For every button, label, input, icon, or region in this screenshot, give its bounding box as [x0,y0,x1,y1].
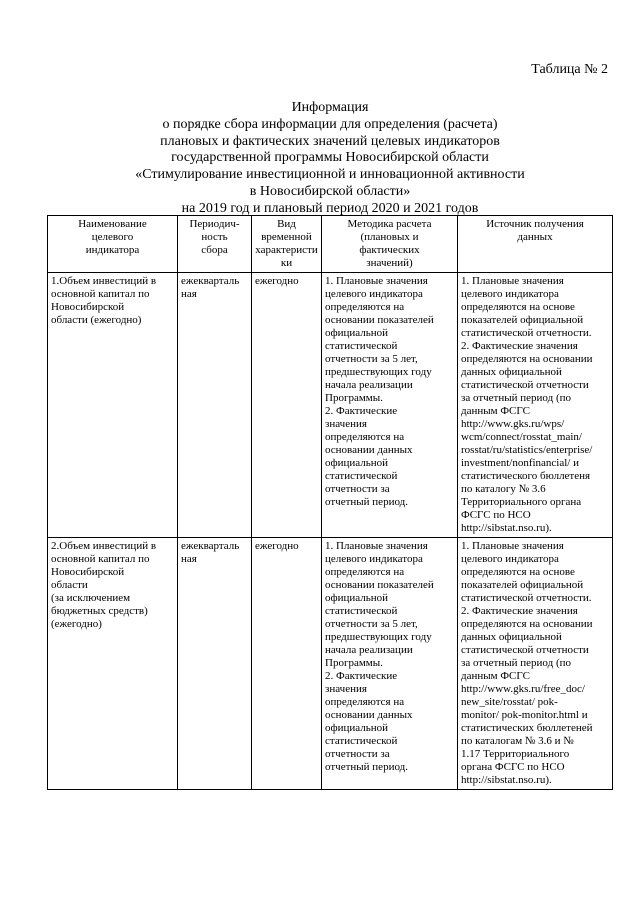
document-heading [60,100,600,218]
cell-method-line: определяются на [325,566,405,578]
header-periodicity-line: сбора [201,244,228,256]
cell-periodicity [178,538,252,790]
cell-source-line: целевого индикатора [461,553,559,565]
cell-time-type-line: ежегодно [255,540,299,552]
cell-method-line: официальной [325,592,389,604]
header-indicator-name-line: индикатора [85,244,140,256]
cell-source-line: целевого индикатора [461,288,559,300]
cell-time-type-line: ежегодно [255,275,299,287]
cell-periodicity-line: ежекварталь [181,540,240,552]
table-row [48,273,613,538]
header-time-type-line: временной [261,231,312,243]
heading-line: «Стимулирование инвестиционной и инновационной активности [135,167,525,183]
header-source-line: данных [517,231,553,243]
cell-source-line: статистической отчетности [461,379,589,391]
cell-source-line: данных официальной [461,366,562,378]
cell-source-line: http://www.gks.ru/wps/ [461,418,565,430]
header-source [458,216,613,273]
cell-method-line: статистической [325,340,398,352]
heading-line: о порядке сбора информации для определения (расчета) [162,116,498,132]
cell-source-line: http://www.gks.ru/free_doc/ [461,683,585,695]
cell-source-line: wcm/connect/rosstat_main/ [461,431,582,443]
heading-line: в Новосибирской области» [249,183,411,199]
header-method-line: Методика расчета [347,218,432,230]
cell-source-line: monitor/ pok-monitor.html и [461,709,588,721]
cell-source-line: rosstat/ru/statistics/enterprise/ [461,444,593,456]
cell-method-line: значения [325,683,367,695]
cell-periodicity-line: ная [181,553,197,565]
cell-method-line: отчетности за [325,483,390,495]
cell-method-line: 2. Фактические [325,670,398,682]
cell-method-line: отчетности за [325,748,390,760]
cell-source [458,273,613,538]
cell-method-line: статистической [325,470,398,482]
cell-source-line: 2. Фактические значения [461,605,578,617]
cell-method-line: отчетный период. [325,761,408,773]
cell-method-line: определяются на [325,696,405,708]
cell-source-line: определяются на основании [461,353,593,365]
cell-method-line: начала реализации [325,379,413,391]
cell-indicator-name-line: Новосибирской [51,566,125,578]
cell-method-line: предшествующих году [325,631,432,643]
cell-source-line: new_site/rosstat/ pok- [461,696,558,708]
cell-method-line: начала реализации [325,644,413,656]
header-time-type-line: ки [280,257,293,269]
cell-method-line: отчетный период. [325,496,408,508]
cell-source-line: 2. Фактические значения [461,340,578,352]
cell-method-line: основании показателей [325,314,434,326]
cell-periodicity-line: ная [181,288,197,300]
cell-method-line: основании данных [325,709,413,721]
cell-method-line: 2. Фактические [325,405,398,417]
cell-periodicity-line: ежекварталь [181,275,240,287]
cell-source-line: статистических бюллетеней [461,722,593,734]
cell-source [458,538,613,790]
cell-source-line: за отчетный период (по [461,657,572,669]
cell-method-line: 1. Плановые значения [325,275,428,287]
cell-periodicity [178,273,252,538]
cell-source-line: http://sibstat.nso.ru). [461,522,552,534]
header-indicator-name-line: Наименование [78,218,147,230]
cell-source-line: Территориального органа [461,496,582,508]
table-header-row [48,216,613,273]
cell-source-line: http://sibstat.nso.ru). [461,774,552,786]
cell-source-line: статистической отчетности. [461,327,592,339]
cell-indicator-name-line: 1.Объем инвестиций в [51,275,157,287]
cell-indicator-name-line: основной капитал по [51,553,150,565]
cell-method-line: официальной [325,722,389,734]
header-source-line: Источник получения [486,218,584,230]
cell-time-type [252,538,322,790]
cell-source-line: investment/nonfinancial/ и [461,457,579,469]
cell-method-line: определяются на [325,301,405,313]
cell-indicator-name-line: области [51,579,88,591]
header-time-type-line: характеристи [255,244,318,256]
cell-method-line: статистической [325,735,398,747]
header-periodicity-line: Периодич- [189,218,240,230]
table-row [48,538,613,790]
cell-indicator-name-line: (за исключением [51,592,131,604]
header-method-line: (плановых и [360,231,419,243]
cell-indicator-name [48,538,178,790]
header-indicator-name-line: целевого [91,231,134,243]
table-number: Таблица № 2 [531,62,608,77]
cell-indicator-name-line: Новосибирской [51,301,125,313]
cell-source-line: показателей официальной [461,579,584,591]
heading-line: Информация [291,100,369,115]
cell-indicator-name [48,273,178,538]
cell-source-line: данным ФСГС [461,670,530,682]
cell-method-line: Программы. [325,392,383,404]
header-periodicity [178,216,252,273]
header-periodicity-line: ность [201,231,228,243]
cell-method-line: основании показателей [325,579,434,591]
cell-method-line: основании данных [325,444,413,456]
cell-method-line: Программы. [325,657,383,669]
cell-source-line: определяются на основании [461,618,593,630]
cell-time-type [252,273,322,538]
cell-indicator-name-line: (ежегодно) [51,618,102,630]
cell-method-line: официальной [325,457,389,469]
header-method-line: фактических [359,244,420,256]
heading-line: на 2019 год и плановый период 2020 и 2021 годов [181,200,479,216]
cell-source-line: статистической отчетности [461,644,589,656]
cell-method [322,538,458,790]
cell-source-line: 1. Плановые значения [461,275,564,287]
cell-method-line: официальной [325,327,389,339]
cell-source-line: показателей официальной [461,314,584,326]
cell-method-line: отчетности за 5 лет, [325,353,418,365]
heading-line: плановых и фактических значений целевых индикаторов [160,133,500,149]
cell-method-line: 1. Плановые значения [325,540,428,552]
cell-source-line: ФСГС по НСО [461,509,531,521]
cell-indicator-name-line: области (ежегодно) [51,314,142,326]
cell-method-line: целевого индикатора [325,553,423,565]
cell-source-line: статистического бюллетеня [461,470,591,482]
cell-source-line: определяются на основе [461,566,575,578]
cell-source-line: за отчетный период (по [461,392,572,404]
cell-source-line: определяются на основе [461,301,575,313]
cell-method-line: отчетности за 5 лет, [325,618,418,630]
cell-method-line: значения [325,418,367,430]
cell-source-line: по каталогу № 3.6 [461,483,546,495]
cell-source-line: 1. Плановые значения [461,540,564,552]
cell-method-line: определяются на [325,431,405,443]
indicator-info-table [47,215,613,790]
cell-indicator-name-line: бюджетных средств) [51,605,148,617]
cell-source-line: статистической отчетности. [461,592,592,604]
cell-method-line: статистической [325,605,398,617]
header-time-type [252,216,322,273]
cell-method-line: целевого индикатора [325,288,423,300]
cell-indicator-name-line: основной капитал по [51,288,150,300]
header-indicator-name [48,216,178,273]
cell-source-line: данным ФСГС [461,405,530,417]
header-method [322,216,458,273]
table-body [48,273,613,790]
cell-source-line: данных официальной [461,631,562,643]
cell-source-line: органа ФСГС по НСО [461,761,565,773]
heading-line: государственной программы Новосибирской области [171,150,489,166]
header-time-type-line: Вид [277,218,296,230]
cell-source-line: по каталогам № 3.6 и № [461,735,574,747]
cell-indicator-name-line: 2.Объем инвестиций в [51,540,157,552]
cell-method-line: предшествующих году [325,366,432,378]
cell-source-line: 1.17 Территориального [461,748,570,760]
cell-method [322,273,458,538]
header-method-line: значений) [366,257,413,269]
